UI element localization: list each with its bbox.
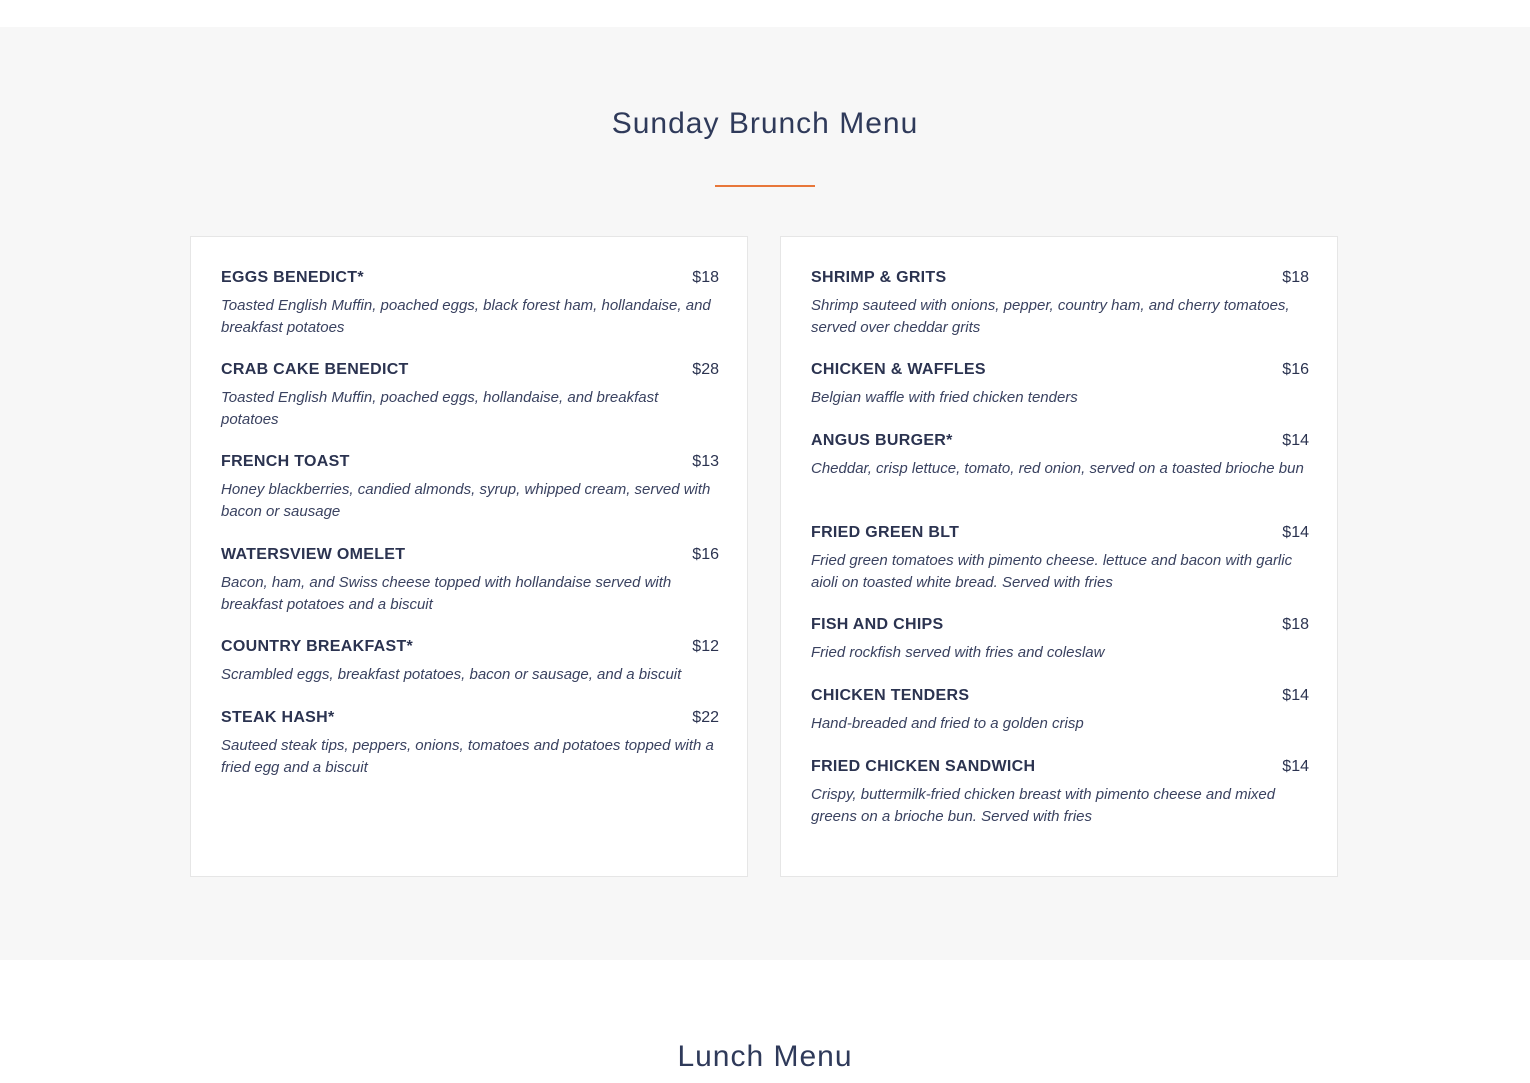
menu-item [221,709,719,779]
menu-item-description: Cheddar, crisp lettuce, tomato, red onion, served on a toasted brioche bun [811,460,1304,477]
menu-item-description: Belgian waffle with fried chicken tenders [811,389,1078,406]
lunch-menu-title: Lunch Menu [677,1040,853,1073]
menu-item [221,361,719,431]
menu-item-name: WATERSVIEW OMELET [221,546,406,563]
menu-item-price: $13 [692,453,719,470]
brunch-menu-card-right [780,236,1338,877]
menu-item-name: FRIED CHICKEN SANDWICH [811,758,1036,775]
menu-item-name: SHRIMP & GRITS [811,269,947,286]
brunch-menu-card-left [190,236,748,877]
menu-item-description: Fried rockfish served with fries and coleslaw [811,644,1105,661]
menu-item-name: ANGUS BURGER* [811,432,953,449]
menu-item-name: CRAB CAKE BENEDICT [221,361,409,378]
menu-item-description: Shrimp sauteed with onions, pepper, country ham, and cherry tomatoes, served over cheddar grits [811,297,1290,336]
menu-item-name: STEAK HASH* [221,709,335,726]
lunch-menu-section [0,960,1530,1083]
menu-item [811,432,1309,480]
menu-item-name: EGGS BENEDICT* [221,269,364,286]
menu-item-description: Toasted English Muffin, poached eggs, black forest ham, hollandaise, and breakfast potatoes [221,297,711,336]
brunch-menu-title: Sunday Brunch Menu [611,107,919,140]
menu-item-name: CHICKEN TENDERS [811,687,970,704]
menu-item-name: FRIED GREEN BLT [811,524,960,541]
menu-item-description: Bacon, ham, and Swiss cheese topped with hollandaise served with breakfast potatoes and a biscuit [221,574,672,613]
menu-item-description: Toasted English Muffin, poached eggs, hollandaise, and breakfast potatoes [221,389,659,428]
menu-item [811,758,1309,828]
title-divider [715,185,815,187]
menu-item-price: $28 [692,361,719,378]
menu-item [221,638,719,686]
menu-item-name: CHICKEN & WAFFLES [811,361,986,378]
menu-item-price: $14 [1282,432,1309,449]
menu-item [221,546,719,616]
menu-item [811,687,1309,735]
menu-item-price: $16 [1282,361,1309,378]
menu-item [221,269,719,339]
menu-item [811,616,1309,664]
menu-item-price: $14 [1282,758,1309,775]
menu-item-price: $18 [1282,616,1309,633]
menu-item [221,453,719,523]
menu-item-name: FRENCH TOAST [221,453,350,470]
menu-item-description: Scrambled eggs, breakfast potatoes, bacon or sausage, and a biscuit [221,666,682,683]
menu-item-price: $18 [1282,269,1309,286]
menu-item-description: Sauteed steak tips, peppers, onions, tomatoes and potatoes topped with a fried egg and a biscuit [221,737,714,776]
menu-item-price: $22 [692,709,719,726]
menu-item-price: $18 [692,269,719,286]
menu-item-price: $16 [692,546,719,563]
menu-item [811,269,1309,339]
menu-item-price: $14 [1282,687,1309,704]
menu-item-price: $14 [1282,524,1309,541]
menu-item-description: Fried green tomatoes with pimento cheese. lettuce and bacon with garlic aioli on toasted white bread. Served with fries [811,552,1293,591]
menu-item-name: FISH AND CHIPS [811,616,944,633]
menu-item-description: Hand-breaded and fried to a golden crisp [811,715,1084,732]
top-strip [0,0,1530,27]
menu-item-price: $12 [692,638,719,655]
menu-item [811,524,1309,594]
menu-item-description: Crispy, buttermilk-fried chicken breast with pimento cheese and mixed greens on a brioche bun. Served with fries [811,786,1276,825]
menu-item [811,361,1309,409]
menu-item-name: COUNTRY BREAKFAST* [221,638,414,655]
brunch-menu-section [0,27,1530,960]
menu-item-description: Honey blackberries, candied almonds, syrup, whipped cream, served with bacon or sausage [221,481,711,520]
